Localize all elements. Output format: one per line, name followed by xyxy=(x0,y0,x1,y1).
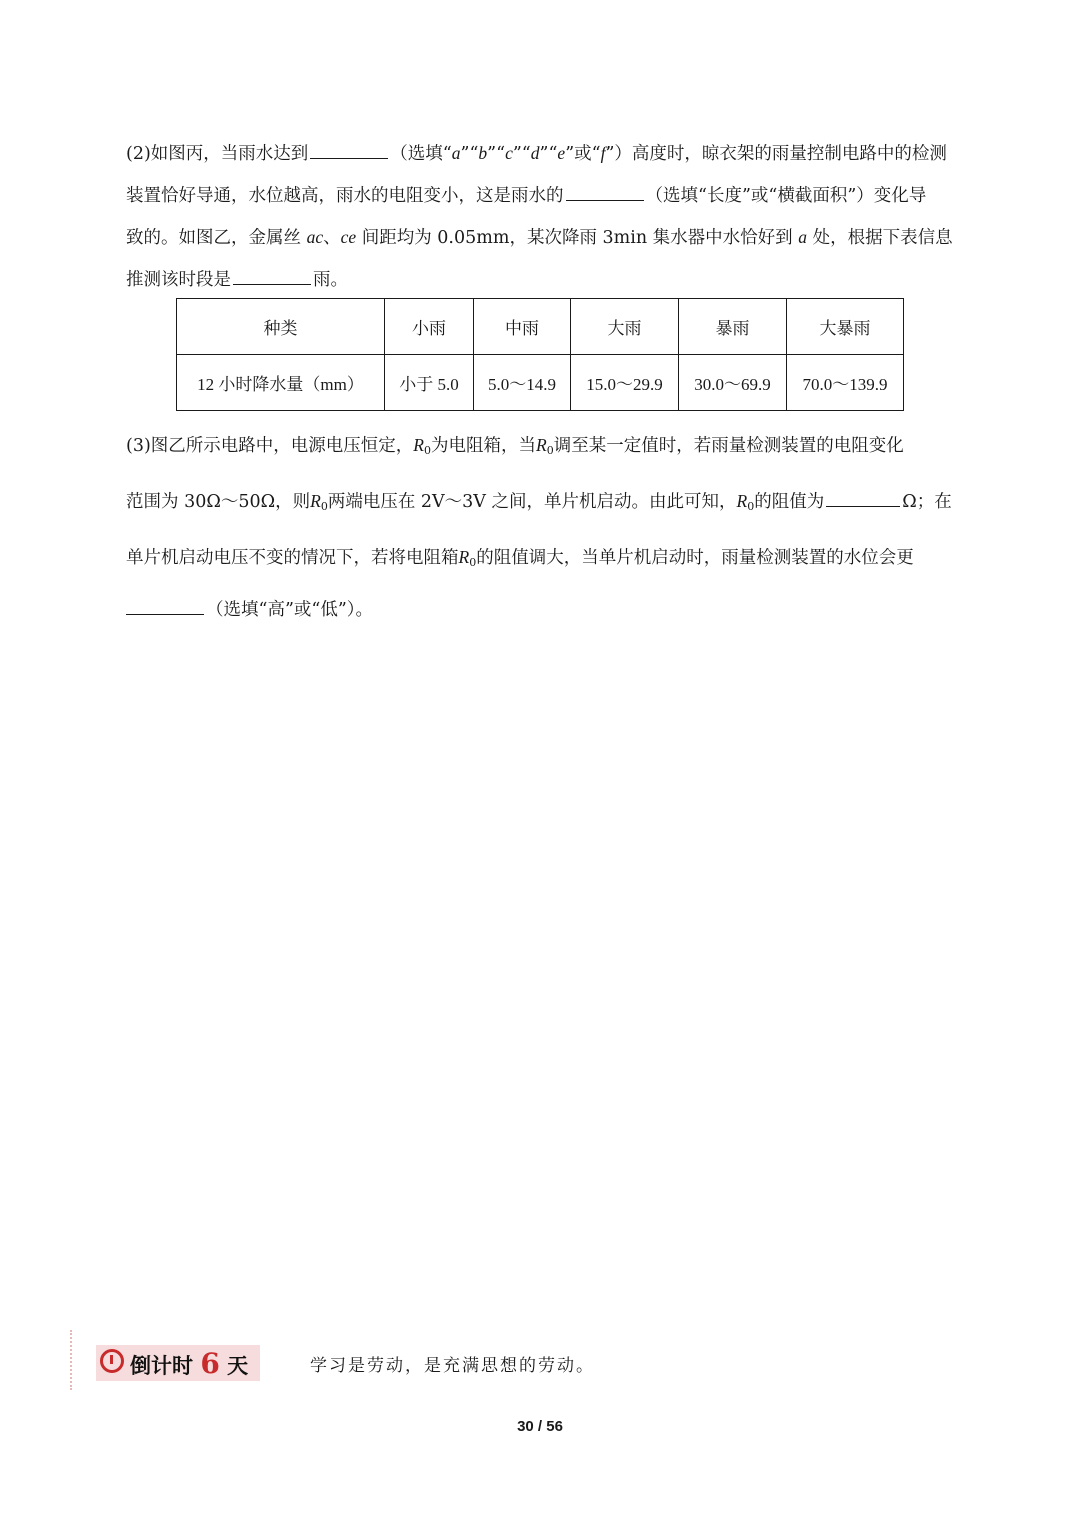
table-cell: 12 小时降水量（mm） xyxy=(177,355,385,411)
countdown-badge xyxy=(96,1345,260,1381)
table-cell: 70.0～139.9 xyxy=(787,355,904,411)
wire-ac: ac xyxy=(306,227,324,247)
countdown-unit: 天 xyxy=(227,1354,249,1378)
resistor-subscript: 0 xyxy=(469,556,477,569)
answer-blank-5 xyxy=(126,613,204,615)
table-header-cell: 小雨 xyxy=(385,299,474,355)
q2-text: （选填“ xyxy=(390,144,452,164)
q2-line-3 xyxy=(126,224,953,249)
q3-line-3 xyxy=(126,544,914,569)
table-cell: 5.0～14.9 xyxy=(474,355,571,411)
answer-blank-1 xyxy=(310,157,388,159)
q3-text: 的阻值调大，当单片机启动时，雨量检测装置的水位会更 xyxy=(476,548,914,568)
table-row xyxy=(177,355,904,411)
table-header-cell: 暴雨 xyxy=(679,299,787,355)
q3-line-4 xyxy=(126,596,373,621)
q2-text: 推测该时段是 xyxy=(126,270,231,290)
point-a: a xyxy=(798,227,807,247)
q2-text: 间距均为 0.05mm，某次降雨 3min 集水器中水恰好到 xyxy=(361,228,793,248)
table-header-cell: 大暴雨 xyxy=(787,299,904,355)
q3-text: 范围为 30Ω～50Ω，则 xyxy=(126,492,311,512)
q3-line-1 xyxy=(126,432,904,457)
q3-text: 为电阻箱，当 xyxy=(431,436,536,456)
q2-text: 致的。如图乙，金属丝 xyxy=(126,228,301,248)
motto: 学习是劳动，是充满思想的劳动。 xyxy=(310,1356,595,1376)
resistor-subscript: 0 xyxy=(320,500,328,513)
rainfall-table xyxy=(176,298,904,411)
resistor-symbol: R xyxy=(310,491,321,511)
q3-text: 单片机启动电压不变的情况下，若将电阻箱 xyxy=(126,548,459,568)
q2-line-4 xyxy=(126,266,348,291)
decorative-dots xyxy=(70,1330,75,1390)
countdown-label: 倒计时 xyxy=(130,1354,193,1378)
q3-text: 的阻值为 xyxy=(754,492,825,512)
resistor-symbol: R xyxy=(536,435,547,455)
q2-text: 、 xyxy=(323,228,341,248)
answer-blank-2 xyxy=(566,199,644,201)
countdown-number: 6 xyxy=(200,1347,220,1380)
q2-text: 装置恰好导通，水位越高，雨水的电阻变小，这是雨水的 xyxy=(126,186,564,206)
table-header-row xyxy=(177,299,904,355)
table-header-cell: 种类 xyxy=(177,299,385,355)
q3-text: (3)图乙所示电路中，电源电压恒定， xyxy=(126,436,414,456)
q3-text: Ω；在 xyxy=(902,492,952,512)
resistor-symbol: R xyxy=(413,435,424,455)
resistor-subscript: 0 xyxy=(424,444,431,457)
q2-text: (2)如图丙，当雨水达到 xyxy=(126,144,309,164)
answer-blank-4 xyxy=(826,505,900,507)
q3-text: （选填“高”或“低”）。 xyxy=(206,600,374,620)
option-b: b xyxy=(478,143,488,163)
q3-text: 两端电压在 2V～3V 之间，单片机启动。由此可知， xyxy=(327,492,737,512)
table-cell: 15.0～29.9 xyxy=(571,355,679,411)
q2-text: 雨。 xyxy=(313,270,348,290)
resistor-symbol: R xyxy=(736,491,748,511)
q2-text: （选填“长度”或“横截面积”）变化导 xyxy=(645,186,927,206)
q2-text: ”“ xyxy=(487,144,506,164)
option-d: d xyxy=(530,143,540,163)
countdown-text xyxy=(130,1347,248,1380)
q2-text: ”“ xyxy=(512,144,531,164)
table-cell: 小于 5.0 xyxy=(385,355,474,411)
clock-icon xyxy=(100,1349,124,1373)
q2-text: 处，根据下表信息 xyxy=(812,228,953,248)
resistor-subscript: 0 xyxy=(546,444,554,457)
q2-line-1 xyxy=(126,140,947,165)
resistor-symbol: R xyxy=(458,547,470,567)
resistor-subscript: 0 xyxy=(747,500,755,513)
table-header-cell: 大雨 xyxy=(571,299,679,355)
q2-text: ”“ xyxy=(539,144,558,164)
q3-text: 调至某一定值时，若雨量检测装置的电阻变化 xyxy=(553,436,904,456)
q2-text: ”或“ xyxy=(565,144,601,164)
option-e: e xyxy=(557,143,566,163)
q2-text: ”）高度时，晾衣架的雨量控制电路中的检测 xyxy=(605,144,947,164)
q2-text: ”“ xyxy=(460,144,479,164)
table-cell: 30.0～69.9 xyxy=(679,355,787,411)
option-f: f xyxy=(600,143,606,163)
q2-line-2 xyxy=(126,182,926,207)
option-c: c xyxy=(505,143,513,163)
table-header-cell: 中雨 xyxy=(474,299,571,355)
answer-blank-3 xyxy=(233,283,311,285)
page-number: 30 / 56 xyxy=(517,1418,563,1435)
option-a: a xyxy=(451,143,461,163)
wire-ce: ce xyxy=(340,227,357,247)
q3-line-2 xyxy=(126,488,952,513)
